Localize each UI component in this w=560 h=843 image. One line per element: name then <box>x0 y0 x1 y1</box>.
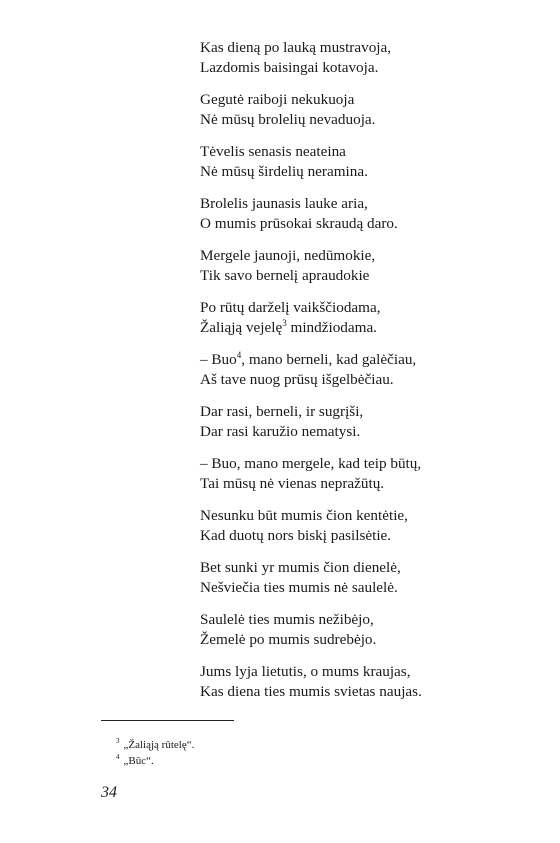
stanza <box>200 142 540 182</box>
footnote <box>116 753 194 769</box>
line-text: , mano berneli, kad galėčiau, <box>241 351 417 368</box>
poem-line: Brolelis jaunasis lauke aria, <box>200 195 368 212</box>
poem-line: Kas diena ties mumis svietas naujas. <box>200 683 422 701</box>
stanza <box>200 246 540 286</box>
poem-line: Jums lyja lietutis, o mums kraujas, <box>200 663 411 680</box>
poem-line: Kas dieną po lauką mustravoja, <box>200 39 392 56</box>
stanza <box>200 402 540 442</box>
stanza <box>200 350 540 390</box>
poem-line: Nė mūsų brolelių nevaduoja. <box>200 111 376 129</box>
poem-line: Žemelė po mumis sudrebėjo. <box>200 631 377 649</box>
footnote-ref: 4 <box>236 349 242 360</box>
stanza <box>200 558 540 598</box>
footnote-divider <box>101 720 234 721</box>
stanza <box>200 506 540 546</box>
poem-line: Dar rasi karužio nematysi. <box>200 423 361 441</box>
stanza <box>200 194 540 234</box>
poem-line: Gegutė raiboji nekukuoja <box>200 91 355 108</box>
poem-line: O mumis prūsokai skraudą daro. <box>200 215 398 233</box>
stanza <box>200 90 540 130</box>
stanza <box>200 298 540 338</box>
line-text: mindžiodama. <box>286 319 377 337</box>
poem-line <box>200 318 540 338</box>
poem-line: Kad duotų nors biskį pasilsėtie. <box>200 527 392 545</box>
page-number: 34 <box>101 784 117 801</box>
poem-line: Nesunku būt mumis čion kentėtie, <box>200 507 408 524</box>
poem-line: Mergele jaunoji, nedūmokie, <box>200 247 376 264</box>
poem-line: Aš tave nuog prūsų išgelbėčiau. <box>200 371 394 389</box>
line-text: – Buo <box>200 351 237 368</box>
stanza <box>200 662 540 702</box>
poem-line: Nė mūsų širdelių neramina. <box>200 163 368 181</box>
poem-line: Tai mūsų nė vienas nepražūtų. <box>200 475 385 493</box>
footnote <box>116 737 194 753</box>
poem-line: Po rūtų darželį vaikščiodama, <box>200 299 381 316</box>
footnote-mark: 3 <box>116 737 120 746</box>
poem-line: Bet sunki yr mumis čion dienelė, <box>200 559 401 576</box>
footnote-mark: 4 <box>116 753 120 762</box>
poem-line: Tėvelis senasis neateina <box>200 143 346 160</box>
poem-line <box>200 350 540 370</box>
poem-body <box>200 38 540 714</box>
stanza <box>200 610 540 650</box>
footnote-ref: 3 <box>282 318 287 329</box>
footnotes <box>116 737 194 769</box>
poem-line: Dar rasi, berneli, ir sugrįši, <box>200 403 364 420</box>
poem-line: Lazdomis baisingai kotavoja. <box>200 59 379 77</box>
poem-line: Saulelė ties mumis nežibėjo, <box>200 611 374 628</box>
poem-line: Nešviečia ties mumis nė saulelė. <box>200 579 398 597</box>
footnote-text: „Būc“. <box>123 755 154 767</box>
stanza <box>200 38 540 78</box>
stanza <box>200 454 540 494</box>
footnote-text: „Žaliąją rūtelę“. <box>123 739 195 751</box>
line-text: Žaliąją vejelę <box>200 319 283 337</box>
poem-line: – Buo, mano mergele, kad teip būtų, <box>200 455 422 472</box>
poem-line: Tik savo bernelį apraudokie <box>200 267 370 285</box>
